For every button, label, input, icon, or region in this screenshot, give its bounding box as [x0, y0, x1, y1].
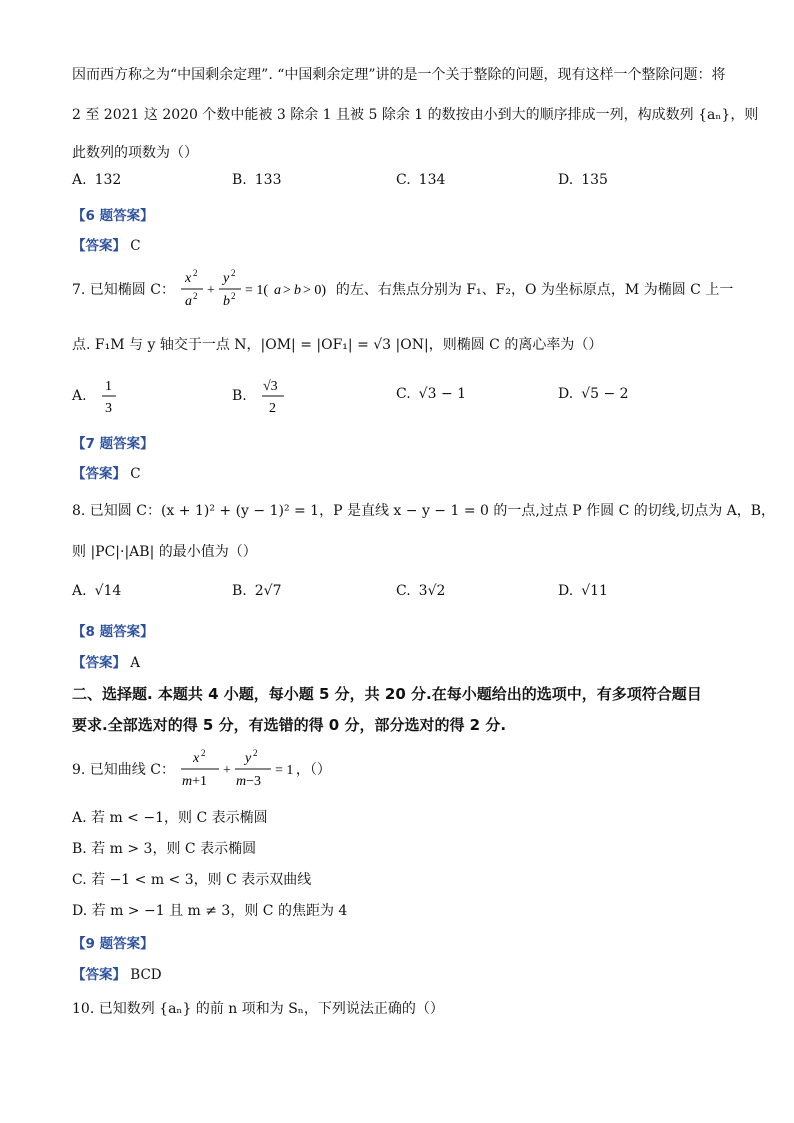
q7-option-b-fraction — [259, 376, 287, 416]
q7-option-c: C. √3 − 1 — [396, 386, 467, 402]
q9-option-d: D. 若 m > −1 且 m ≠ 3，则 C 的焦距为 4 — [72, 903, 348, 919]
svg-text:2: 2 — [193, 268, 198, 278]
q6-answer-heading: 【6 题答案】 — [72, 208, 154, 224]
q6-option-a: A. 132 — [72, 172, 122, 188]
svg-text:b: b — [223, 294, 231, 309]
q7-options — [72, 376, 732, 416]
q7-answer: 【答案】 C — [72, 466, 141, 482]
q7-option-a: A. 1 3 — [72, 376, 119, 416]
svg-text:2: 2 — [231, 291, 236, 301]
svg-text:√3: √3 — [263, 379, 278, 394]
svg-text:x: x — [193, 751, 200, 766]
svg-text:3: 3 — [105, 401, 113, 416]
q8-text-line-2: 则 |PC|·|AB| 的最小值为（） — [72, 544, 257, 560]
q8-option-a: A. √14 — [72, 583, 122, 599]
q8-options — [72, 583, 732, 619]
q6-text-line-2: 2 至 2021 这 2020 个数中能被 3 除余 1 且被 5 除余 1 的数按由小到大的顺序排成一列，构成数列 {aₙ}，则 — [72, 107, 759, 123]
svg-text:+: + — [223, 763, 232, 778]
q7-option-d: D. √5 − 2 — [558, 386, 629, 402]
svg-text:1: 1 — [105, 379, 113, 394]
svg-text:y: y — [245, 751, 252, 766]
q7-answer-heading: 【7 题答案】 — [72, 436, 154, 452]
q9-option-b: B. 若 m > 3，则 C 表示椭圆 — [72, 841, 257, 857]
q7-ellipse-equation — [179, 268, 331, 312]
q8-option-b: B. 2√7 — [232, 583, 282, 599]
q9-answer: 【答案】 BCD — [72, 967, 162, 983]
svg-text:y: y — [223, 271, 230, 286]
q6-text-line-1: 因而西方称之为“中国剩余定理”. “中国剩余定理”讲的是一个关于整除的问题，现有这样一个整除问题：将 — [72, 67, 726, 83]
svg-text:= 1: = 1 — [275, 763, 294, 778]
svg-text:a: a — [185, 294, 193, 309]
svg-text:a: a — [274, 283, 282, 298]
q8-answer: 【答案】 A — [72, 655, 141, 671]
svg-text:= 1(: = 1( — [245, 283, 269, 298]
section-2-heading-line-2: 要求.全部选对的得 5 分，有选错的得 0 分，部分选对的得 2 分. — [72, 716, 507, 734]
svg-text:2: 2 — [231, 268, 236, 278]
q8-option-c: C. 3√2 — [396, 583, 446, 599]
svg-text:2: 2 — [201, 748, 206, 758]
svg-text:>: > — [283, 283, 292, 298]
q9-answer-heading: 【9 题答案】 — [72, 936, 154, 952]
q6-text-line-3: 此数列的项数为（） — [72, 145, 198, 161]
q6-answer: 【答案】 C — [72, 238, 141, 254]
q8-text-line-1: 8. 已知圆 C：(x + 1)² + (y − 1)² = 1，P 是直线 x − y − 1 = 0 的一点,过点 P 作圆 C 的切线,切点为 A，B， — [72, 503, 776, 519]
svg-text:2: 2 — [193, 291, 198, 301]
q6-option-b: B. 133 — [232, 172, 282, 188]
svg-text:m+1: m+1 — [182, 774, 208, 789]
svg-text:2: 2 — [253, 748, 258, 758]
svg-text:2: 2 — [269, 401, 277, 416]
q6-option-c: C. 134 — [396, 172, 446, 188]
svg-text:x: x — [185, 271, 192, 286]
q6-options — [72, 172, 732, 208]
q7-option-b: B. √3 2 — [232, 376, 287, 416]
q9-curve-equation — [179, 748, 294, 792]
section-2-heading-line-1: 二、选择题. 本题共 4 小题，每小题 5 分，共 20 分.在每小题给出的选项中，有多项符合题目 — [72, 685, 702, 703]
svg-text:+: + — [207, 283, 216, 298]
q6-option-d: D. 135 — [558, 172, 608, 188]
svg-text:> 0): > 0) — [303, 283, 327, 298]
q9-text-line-1: 9. 已知曲线 C： x 2 m+1 + y 2 m−3 = 1 ，（） — [72, 748, 331, 792]
svg-text:m−3: m−3 — [236, 774, 262, 789]
q10-text-line-1: 10. 已知数列 {aₙ} 的前 n 项和为 Sₙ，下列说法正确的（） — [72, 1001, 444, 1017]
q9-option-a: A. 若 m < −1，则 C 表示椭圆 — [72, 810, 268, 826]
q7-option-a-fraction — [99, 376, 119, 416]
svg-text:b: b — [294, 283, 302, 298]
q7-text-line-1: 7. 已知椭圆 C： x 2 a 2 + y 2 b 2 = 1( a > b > 0) 的左、右焦点分别为 F₁、F₂，O 为坐标原点，M 为椭圆 C 上一 — [72, 268, 733, 312]
q7-text-line-2: 点. F₁M 与 y 轴交于一点 N，|OM| = |OF₁| = √3 |ON|，则椭圆 C 的离心率为（） — [72, 337, 603, 353]
q9-option-c: C. 若 −1 < m < 3，则 C 表示双曲线 — [72, 872, 312, 888]
q8-option-d: D. √11 — [558, 583, 608, 599]
q8-answer-heading: 【8 题答案】 — [72, 624, 154, 640]
